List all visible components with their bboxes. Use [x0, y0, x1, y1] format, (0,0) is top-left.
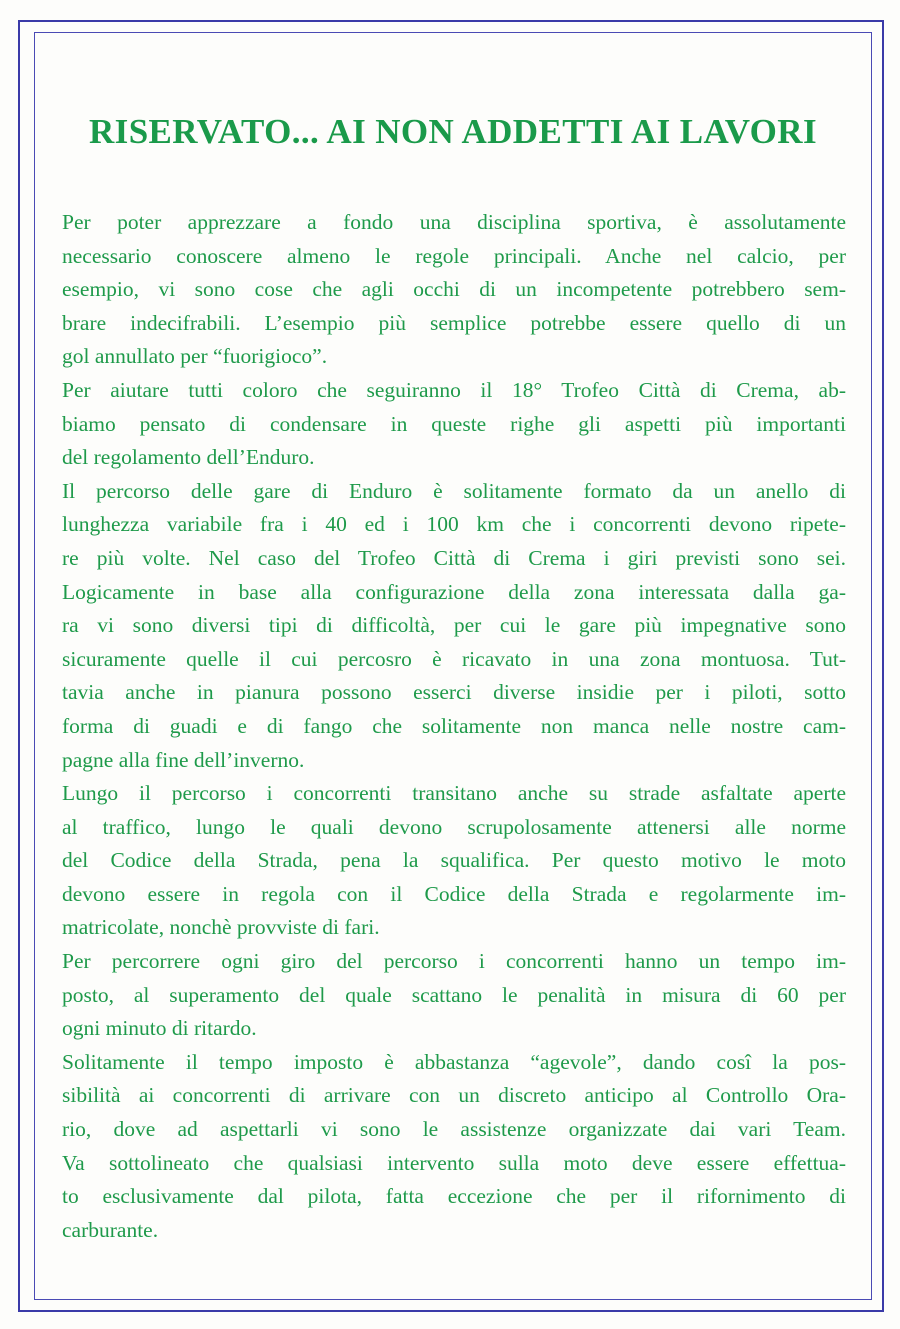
text-line: Per aiutare tutti coloro che seguiranno il 18° Trofeo Città di Crema, ab-	[62, 377, 846, 402]
text-line: Per percorrere ogni giro del percorso i concorrenti hanno un tempo im-	[62, 949, 846, 974]
text-line: del Codice della Strada, pena la squalifica. Per questo motivo le moto	[62, 848, 846, 873]
text-line: necessario conoscere almeno le regole principali. Anche nel calcio, per	[62, 243, 846, 268]
text-line: posto, al superamento del quale scattano le penalità in misura di 60 per	[62, 982, 846, 1007]
text-line: Lungo il percorso i concorrenti transitano anche su strade asfaltate aperte	[62, 781, 846, 806]
text-line: Il percorso delle gare di Enduro è solitamente formato da un anello di	[62, 478, 846, 503]
text-line: Logicamente in base alla configurazione della zona interessata dalla ga-	[62, 579, 846, 604]
text-line: del regolamento dell’Enduro.	[62, 445, 315, 470]
text-line: Per poter apprezzare a fondo una disciplina sportiva, è assolutamente	[62, 210, 846, 234]
text-line: re più volte. Nel caso del Trofeo Città di Crema i giri previsti sono sei.	[62, 545, 846, 570]
text-line: esempio, vi sono cose che agli occhi di un incompetente potrebbero sem-	[62, 277, 846, 302]
text-line: rio, dove ad aspettarli vi sono le assistenze organizzate dai vari Team.	[62, 1117, 846, 1142]
text-line: tavia anche in pianura possono esserci diverse insidie per i piloti, sotto	[62, 680, 846, 705]
text-line: brare indecifrabili. L’esempio più semplice potrebbe essere quello di un	[62, 310, 846, 335]
text-line: pagne alla fine dell’inverno.	[62, 747, 305, 772]
text-line: carburante.	[62, 1217, 159, 1242]
text-line: sicuramente quelle il cui percosro è ricavato in una zona montuosa. Tut-	[62, 646, 846, 671]
text-line: ra vi sono diversi tipi di difficoltà, per cui le gare più impegnative sono	[62, 613, 846, 638]
text-line: forma di guadi e di fango che solitamente non manca nelle nostre cam-	[62, 713, 846, 738]
text-line: devono essere in regola con il Codice della Strada e regolarmente im-	[62, 881, 846, 906]
text-line: al traffico, lungo le quali devono scrupolosamente attenersi alle norme	[62, 814, 846, 839]
text-line: matricolate, nonchè provviste di fari.	[62, 915, 380, 940]
text-line: lunghezza variabile fra i 40 ed i 100 km che i concorrenti devono ripete-	[62, 512, 846, 537]
page-title: RISERVATO... AI NON ADDETTI AI LAVORI	[89, 112, 817, 151]
text-line: Va sottolineato che qualsiasi intervento sulla moto deve essere effettua-	[62, 1150, 846, 1175]
text-line: Solitamente il tempo imposto è abbastanza “agevole”, dando cosî la pos-	[62, 1049, 846, 1074]
text-line: gol annullato per “fuorigioco”.	[62, 344, 328, 369]
article-body	[62, 206, 846, 1247]
text-line: biamo pensato di condensare in queste righe gli aspetti più importanti	[62, 411, 846, 436]
text-line: to esclusivamente dal pilota, fatta eccezione che per il rifornimento di	[62, 1184, 846, 1209]
text-line: sibilità ai concorrenti di arrivare con un discreto anticipo al Controllo Ora-	[62, 1083, 846, 1108]
text-line: ogni minuto di ritardo.	[62, 1016, 257, 1041]
